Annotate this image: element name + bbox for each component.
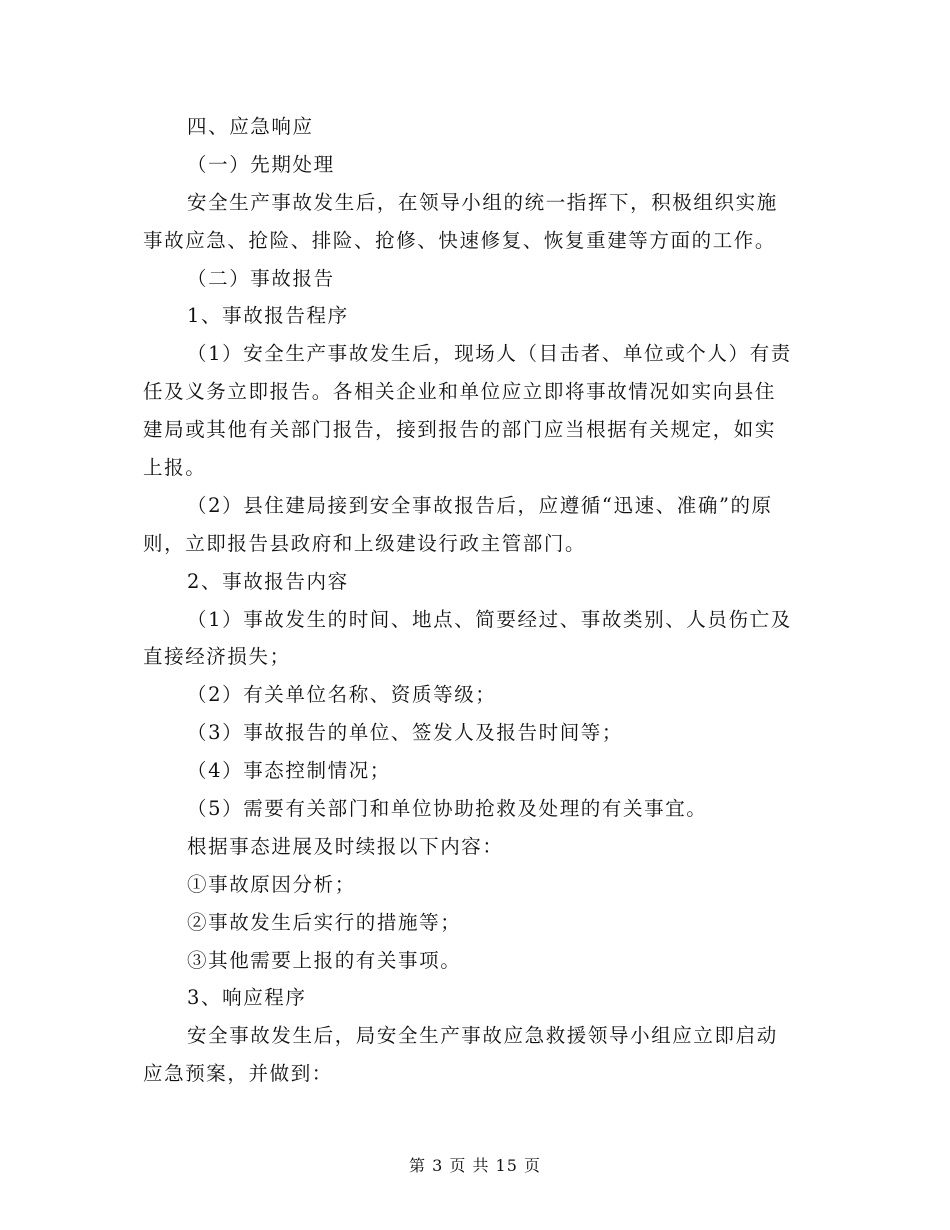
text-line: （1）安全生产事故发生后，现场人（目击者、单位或个人）有责 — [187, 342, 792, 366]
text-line: 安全生产事故发生后，在领导小组的统一指挥下，积极组织实施 — [187, 190, 778, 214]
text-line: （2）县住建局接到安全事故报告后，应遵循“迅速、准确”的原 — [187, 493, 773, 517]
text-line: 3、响应程序 — [187, 986, 307, 1010]
text-line: 直接经济损失； — [143, 645, 291, 669]
document-body — [143, 108, 813, 1093]
text-line: 任及义务立即报告。各相关企业和单位应立即将事故情况如实向县住 — [143, 380, 777, 404]
text-line: 1、事故报告程序 — [187, 304, 349, 328]
text-line: （一）先期处理 — [187, 152, 335, 176]
text-line: （2）有关单位名称、资质等级； — [187, 683, 497, 707]
text-line: （5）需要有关部门和单位协助抢救及处理的有关事宜。 — [187, 797, 708, 821]
text-line: 四、应急响应 — [187, 115, 314, 138]
text-line: （3）事故报告的单位、签发人及报告时间等； — [187, 721, 624, 745]
text-line: （1）事故发生的时间、地点、简要经过、事故类别、人员伤亡及 — [187, 607, 792, 631]
text-line: ①事故原因分析； — [187, 872, 356, 896]
text-line: 事故应急、抢险、排险、抢修、快速修复、恢复重建等方面的工作。 — [143, 228, 777, 252]
text-line: 2、事故报告内容 — [187, 569, 349, 593]
text-line: （4）事态控制情况； — [187, 759, 391, 783]
text-line: 上报。 — [143, 456, 207, 480]
text-line: 则，立即报告县政府和上级建设行政主管部门。 — [143, 531, 587, 555]
text-line: （二）事故报告 — [187, 266, 335, 290]
text-line: 建局或其他有关部门报告，接到报告的部门应当根据有关规定，如实 — [143, 418, 777, 442]
text-line: ③其他需要上报的有关事项。 — [187, 948, 462, 972]
text-line: 安全事故发生后，局安全生产事故应急救援领导小组应立即启动 — [187, 1024, 778, 1048]
text-line: ②事故发生后实行的措施等； — [187, 910, 462, 934]
text-line: 应急预案，并做到： — [143, 1062, 333, 1086]
page-number: 第 3 页 共 15 页 — [409, 1156, 541, 1175]
text-line: 根据事态进展及时续报以下内容： — [187, 834, 504, 858]
